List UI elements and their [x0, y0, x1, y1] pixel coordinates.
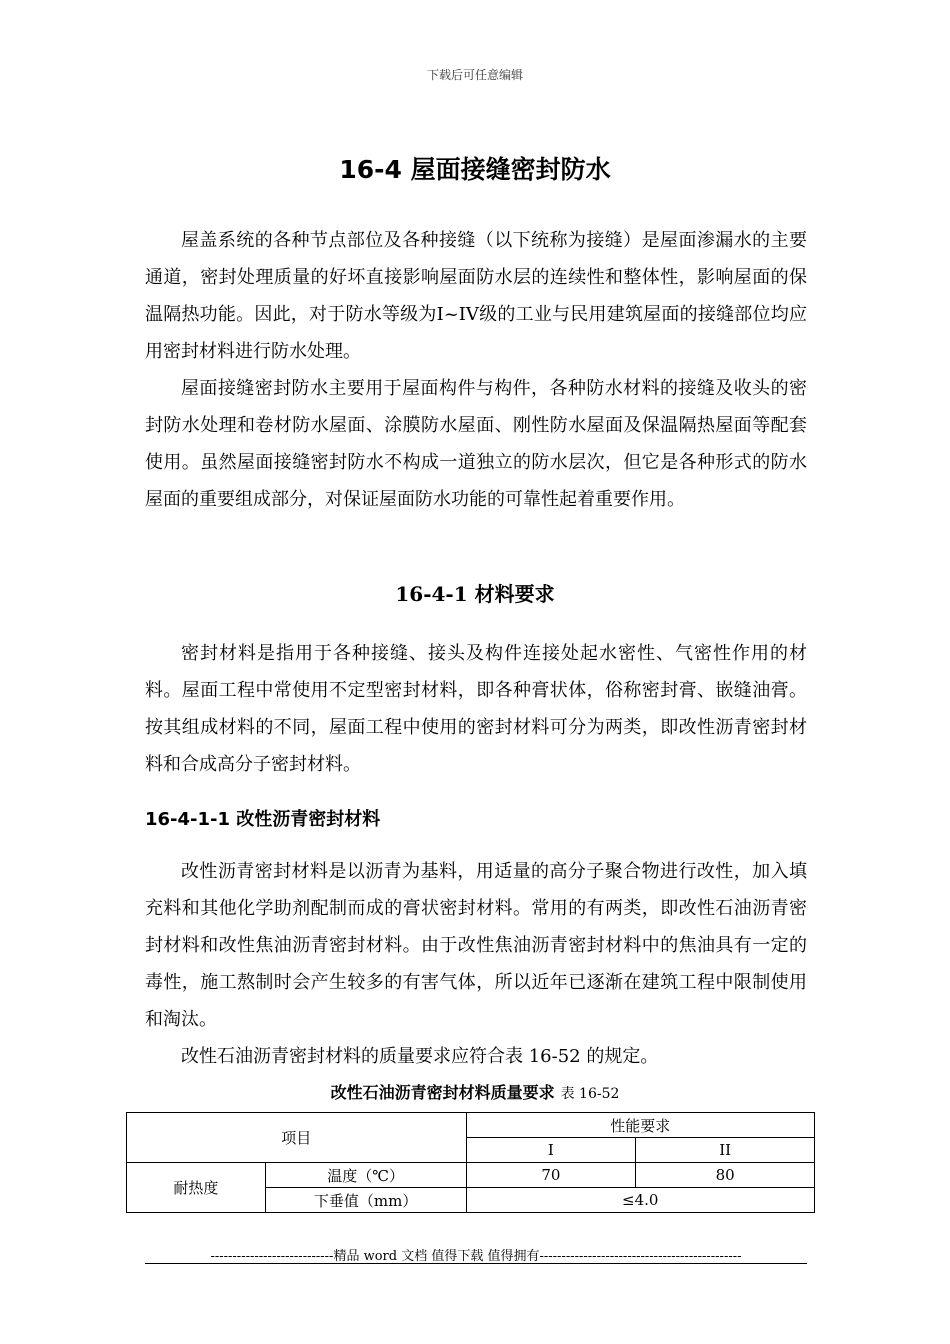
- footer-text: ----------------------------精品 word 文档 值得下载 值得拥有----------------------------------------------: [210, 1249, 742, 1264]
- section-heading: 16-4-1 材料要求: [395, 582, 555, 606]
- table-caption-number: 表 16-52: [560, 1086, 620, 1102]
- table-cell: 70: [466, 1163, 636, 1188]
- table-header-row: [127, 1113, 815, 1138]
- table-row-group-label: 耐热度: [127, 1163, 266, 1213]
- paragraph-4: 改性沥青密封材料是以沥青为基料，用适量的高分子聚合物进行改性，加入填充料和其他化学助剂配制而成的膏状密封材料。常用的有两类，即改性石油沥青密封材料和改性焦油沥青密封材料。由于改性焦油沥青密封材料中的焦油具有一定的毒性，施工熬制时会产生较多的有害气体，所以近年已逐渐在建筑工程中限制使用和淘汰。: [145, 861, 807, 1030]
- table-cell: 80: [636, 1163, 815, 1188]
- table-row-label: 温度（℃）: [265, 1163, 466, 1188]
- table-row: [127, 1163, 815, 1188]
- table-caption-title: 改性石油沥青密封材料质量要求: [330, 1083, 555, 1102]
- table-caption: [0, 1080, 950, 1103]
- quality-requirements-table: [126, 1112, 815, 1213]
- table-cell: ≤4.0: [466, 1188, 814, 1213]
- paragraph-2: 屋面接缝密封防水主要用于屋面构件与构件，各种防水材料的接缝及收头的密封防水处理和卷材防水屋面、涂膜防水屋面、刚性防水屋面及保温隔热屋面等配套使用。虽然屋面接缝密封防水不构成一道独立的防水层次，但它是各种形式的防水屋面的重要组成部分，对保证屋面防水功能的可靠性起着重要作用。: [145, 378, 807, 510]
- table-row-label: 下垂值（mm）: [265, 1188, 466, 1213]
- table-grade-2: II: [636, 1138, 815, 1163]
- header-note: 下载后可任意编辑: [426, 68, 523, 82]
- page-title: 16-4 屋面接缝密封防水: [339, 155, 611, 184]
- footer-divider: [145, 1263, 807, 1264]
- table-grade-1: I: [466, 1138, 636, 1163]
- table-header-performance: 性能要求: [466, 1113, 814, 1138]
- paragraph-3: 密封材料是指用于各种接缝、接头及构件连接处起水密性、气密性作用的材料。屋面工程中常使用不定型密封材料，即各种膏状体，俗称密封膏、嵌缝油膏。按其组成材料的不同，屋面工程中使用的密封材料可分为两类，即改性沥青密封材料和合成高分子密封材料。: [145, 643, 807, 775]
- subsection-heading: 16-4-1-1 改性沥青密封材料: [145, 809, 381, 830]
- paragraph-5: 改性石油沥青密封材料的质量要求应符合表 16-52 的规定。: [181, 1046, 659, 1067]
- table-header-item: 项目: [127, 1113, 467, 1163]
- paragraph-1: 屋盖系统的各种节点部位及各种接缝（以下统称为接缝）是屋面渗漏水的主要通道，密封处理质量的好坏直接影响屋面防水层的连续性和整体性，影响屋面的保温隔热功能。因此，对于防水等级为I~IV级的工业与民用建筑屋面的接缝部位均应用密封材料进行防水处理。: [145, 230, 807, 362]
